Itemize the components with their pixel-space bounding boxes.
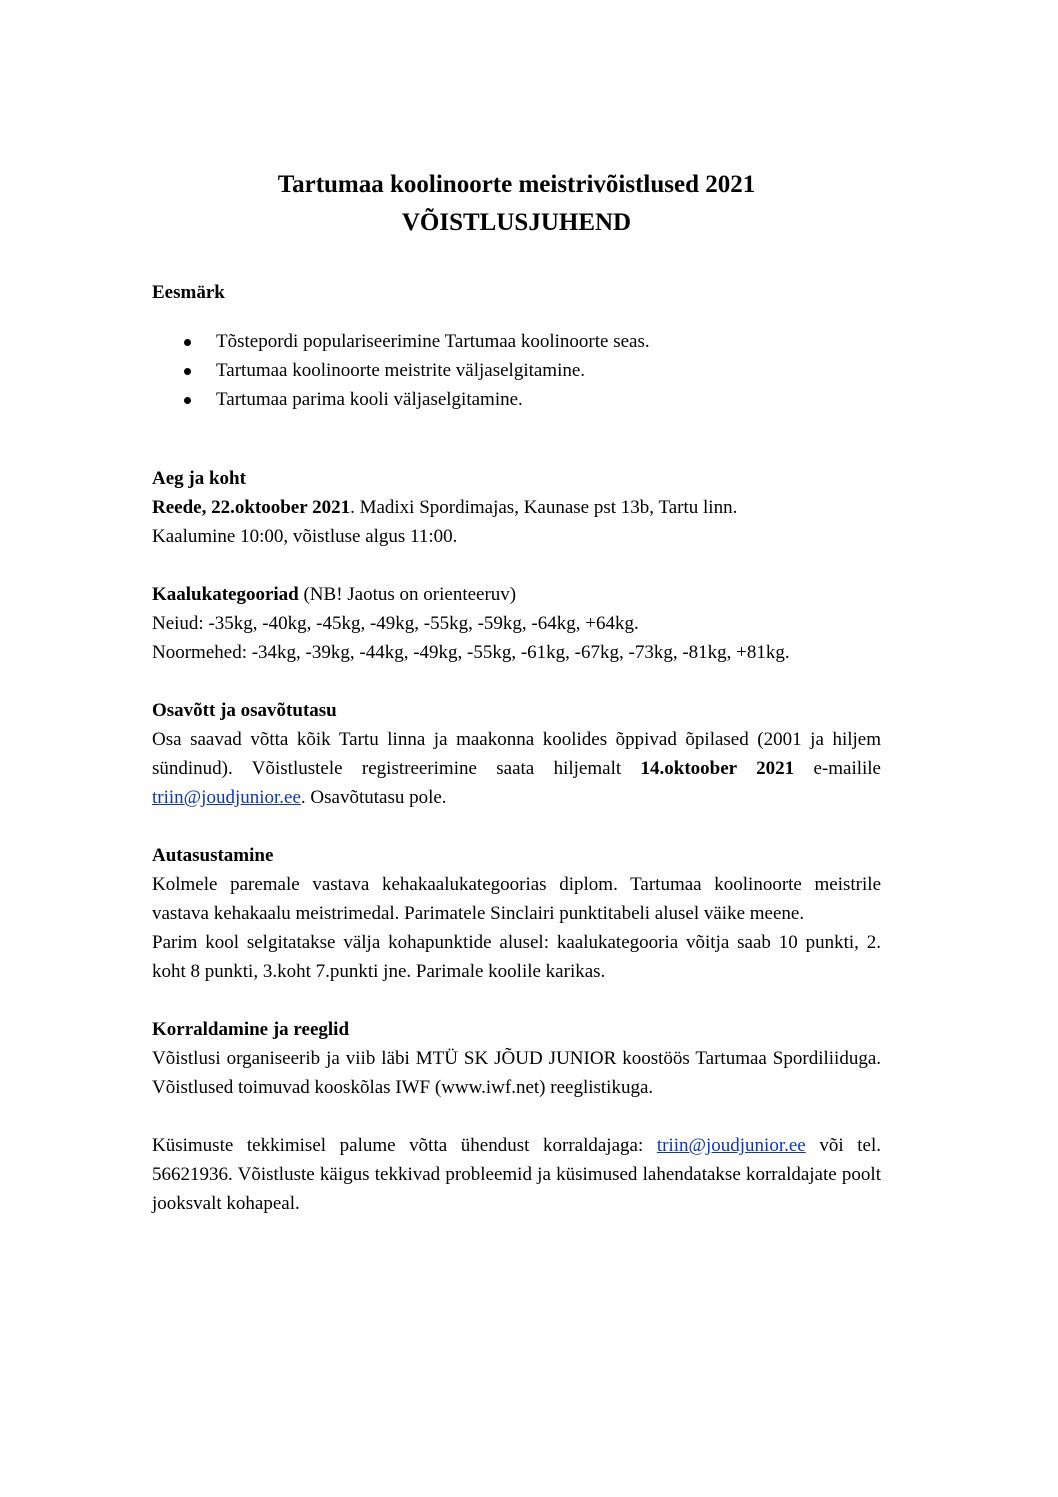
section-korraldamine [152,1015,881,1218]
heading-kaalukategooriad-line [152,580,881,609]
heading-osavott: Osavõtt ja osavõtutasu [152,700,337,721]
email-link[interactable]: triin@joudjunior.ee [152,787,301,808]
bullet-icon [184,368,191,375]
heading-kaalukategooriad: Kaalukategooriad [152,584,299,605]
bullet-icon [184,397,191,404]
autasustamine-para-1: Kolmele paremale vastava kehakaalukategoorias diplom. Tartumaa koolinoorte meistrile vastava kehakaalu meistrimedal. Parimatele Sinclairi punktitabeli alusel väike meene. [152,874,881,924]
event-date-place: Reede, 22.oktoober 2021. Madixi Spordimajas, Kaunase pst 13b, Tartu linn. [152,497,738,518]
title-line-2: VÕISTLUSJUHEND [401,209,632,236]
osavott-text: Osa saavad võtta kõik Tartu linna ja maakonna koolides õppivad õpilased (2001 ja hiljem sündinud). Võistlustele registreerimine saata hiljemalt 14.oktoober 2021 e-mailile triin@joudjunior.ee. Osavõtutasu pole. [152,729,881,808]
heading-autasustamine: Autasustamine [152,845,274,866]
section-osavott [152,696,881,812]
section-kaalukategooriad [152,580,881,667]
section-eesmark [152,278,881,414]
event-times: Kaalumine 10:00, võistluse algus 11:00. [152,526,458,547]
section-autasustamine [152,841,881,986]
document-title [152,166,881,242]
kaal-note: (NB! Jaotus on orienteeruv) [298,584,517,605]
contact-para: Küsimuste tekkimisel palume võtta ühendust korraldajaga: triin@joudjunior.ee või tel. 56621936. Võistluste käigus tekkivad probleemid ja küsimused lahendatakse korraldajate poolt jooksvalt kohapeal. [152,1135,881,1214]
registration-deadline: 14.oktoober 2021 [640,758,795,779]
heading-aeg-ja-koht: Aeg ja koht [152,468,246,489]
list-item: Tartumaa parima kooli väljaselgitamine. [152,385,881,414]
section-aeg-ja-koht [152,464,881,551]
heading-korraldamine: Korraldamine ja reeglid [152,1019,350,1040]
goal-list [152,327,881,414]
contact-email-link[interactable]: triin@joudjunior.ee [656,1135,806,1156]
heading-eesmark: Eesmärk [152,282,225,303]
list-item: Tartumaa koolinoorte meistrite väljaselgitamine. [152,356,881,385]
title-line-1: Tartumaa koolinoorte meistrivõistlused 2021 [277,171,756,198]
list-item: Tõstepordi populariseerimine Tartumaa koolinoorte seas. [152,327,881,356]
bullet-icon [184,339,191,346]
document-page [152,166,881,1218]
korraldamine-para-1: Võistlusi organiseerib ja viib läbi MTÜ SK JÕUD JUNIOR koostöös Tartumaa Spordiliiduga. Võistlused toimuvad kooskõlas IWF (www.iwf.net) reeglistikuga. [152,1048,881,1098]
neiud-categories: Neiud: -35kg, -40kg, -45kg, -49kg, -55kg, -59kg, -64kg, +64kg. [152,613,639,634]
event-date: Reede, 22.oktoober 2021 [152,497,351,518]
noormehed-categories: Noormehed: -34kg, -39kg, -44kg, -49kg, -55kg, -61kg, -67kg, -73kg, -81kg, +81kg. [152,642,790,663]
autasustamine-para-2: Parim kool selgitatakse välja kohapunktide alusel: kaalukategooria võitja saab 10 punkti, 2. koht 8 punkti, 3.koht 7.punkti jne. Parimale koolile karikas. [152,932,881,982]
